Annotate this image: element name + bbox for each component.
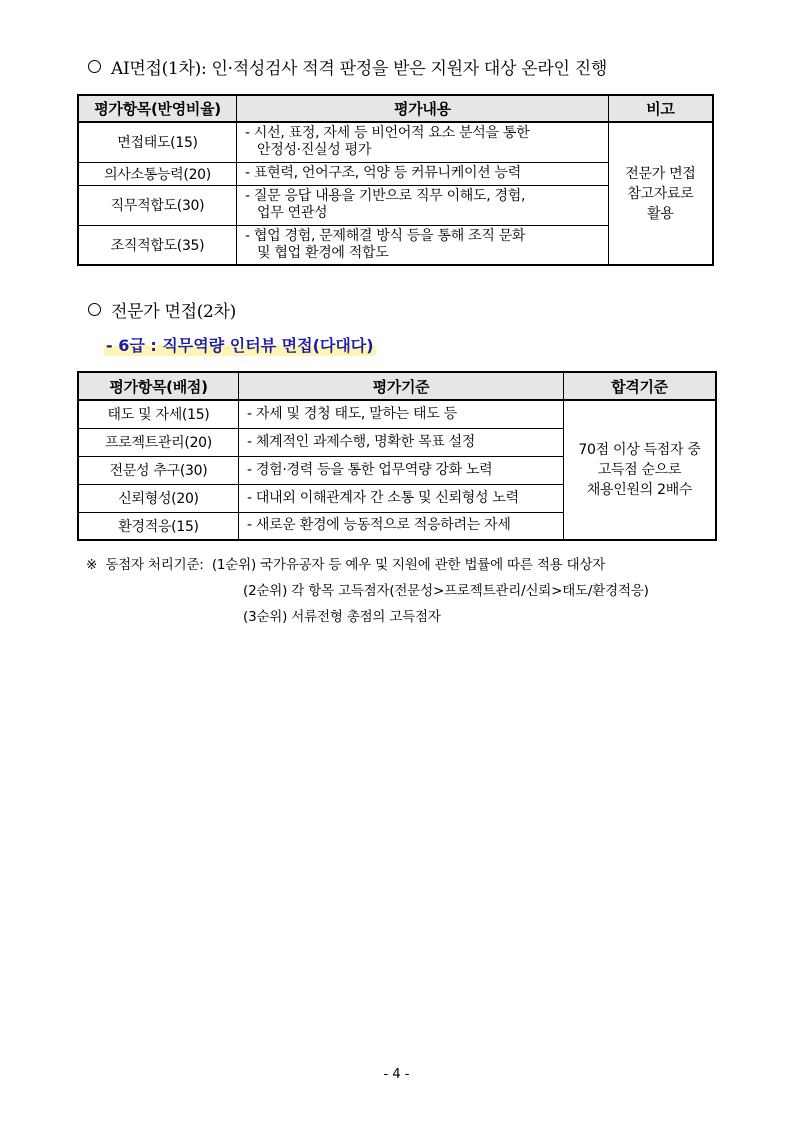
table2-item: 신뢰형성(20) bbox=[78, 484, 239, 512]
table2-header-criteria: 평가기준 bbox=[239, 372, 564, 400]
table1-item: 면접태도(15) bbox=[78, 122, 237, 162]
table1-content bbox=[237, 162, 609, 185]
section2-heading-text: 전문가 면접(2차) bbox=[111, 302, 237, 322]
table2-item: 전문성 추구(30) bbox=[78, 456, 239, 484]
table2-content: - 체계적인 과제수행, 명확한 목표 설정 bbox=[239, 428, 564, 456]
content-line: - 협업 경험, 문제해결 방식 등을 통해 조직 문화 bbox=[245, 227, 526, 244]
content-line: - 시선, 표정, 자세 등 비언어적 요소 분석을 통한 bbox=[245, 125, 530, 142]
content-line: 업무 연관성 bbox=[257, 205, 328, 221]
table1-content bbox=[237, 122, 609, 162]
table1-item: 의사소통능력(20) bbox=[78, 162, 237, 185]
table1-note bbox=[608, 122, 713, 265]
ai-interview-table bbox=[77, 94, 714, 266]
table2-content: - 경험·경력 등을 통한 업무역량 강화 노력 bbox=[239, 456, 564, 484]
tiebreak-line bbox=[86, 552, 649, 578]
expert-interview-table bbox=[77, 371, 717, 541]
table2-content: - 새로운 환경에 능동적으로 적응하려는 자세 bbox=[239, 512, 564, 540]
content-line: 및 협업 환경에 적합도 bbox=[257, 244, 389, 261]
table1-header-item: 평가항목(반영비율) bbox=[78, 95, 237, 122]
tiebreak-rank-3: (3순위) 서류전형 총점의 고득점자 bbox=[243, 609, 441, 625]
pass-line: 채용인원의 2배수 bbox=[586, 482, 693, 498]
section1-heading-text: AI면접(1차): 인·적성검사 적격 판정을 받은 지원자 대상 온라인 진행 bbox=[111, 59, 607, 79]
note-line: 전문가 면접 bbox=[625, 165, 696, 182]
table2-item: 태도 및 자세(15) bbox=[78, 400, 239, 428]
table1-header-note: 비고 bbox=[608, 95, 713, 122]
section1-heading bbox=[88, 54, 607, 79]
table2-content: - 대내외 이해관계자 간 소통 및 신뢰형성 노력 bbox=[239, 484, 564, 512]
content-line: - 질문 응답 내용을 기반으로 직무 이해도, 경험, bbox=[245, 188, 526, 204]
section2-heading bbox=[88, 297, 236, 322]
content-line: - 표현력, 언어구조, 억양 등 커뮤니케이션 능력 bbox=[245, 165, 522, 181]
tiebreak-notes bbox=[86, 552, 649, 630]
circle-bullet-icon bbox=[88, 60, 101, 73]
table1-content bbox=[237, 225, 609, 265]
page-number: - 4 - bbox=[383, 1067, 410, 1082]
table1-header-content: 평가내용 bbox=[237, 95, 609, 122]
table2-header-item: 평가항목(배점) bbox=[78, 372, 239, 400]
section2-subheading: - 6급 : 직무역량 인터뷰 면접(다대다) bbox=[104, 333, 376, 356]
table2-item: 프로젝트관리(20) bbox=[78, 428, 239, 456]
table-row bbox=[78, 122, 713, 162]
reference-mark: ※ bbox=[86, 557, 98, 573]
table1-item: 조직적합도(35) bbox=[78, 225, 237, 265]
note-line: 활용 bbox=[647, 205, 674, 222]
circle-bullet-icon bbox=[88, 303, 101, 316]
note-line: 참고자료로 bbox=[627, 185, 694, 202]
tiebreak-rank-2: (2순위) 각 항목 고득점자(전문성>프로젝트관리/신뢰>태도/환경적응) bbox=[243, 583, 649, 599]
table1-item: 직무적합도(30) bbox=[78, 185, 237, 225]
pass-line: 70점 이상 득점자 중 bbox=[578, 442, 701, 458]
tiebreak-rank-1: (1순위) 국가유공자 등 예우 및 지원에 관한 법률에 따른 적용 대상자 bbox=[211, 557, 606, 573]
tiebreak-label: 동점자 처리기준: bbox=[105, 557, 204, 573]
table-row bbox=[78, 400, 716, 428]
table2-content: - 자세 및 경청 태도, 말하는 태도 등 bbox=[239, 400, 564, 428]
table2-header-pass: 합격기준 bbox=[563, 372, 716, 400]
table2-item: 환경적응(15) bbox=[78, 512, 239, 540]
pass-line: 고득점 순으로 bbox=[597, 462, 682, 478]
table1-content bbox=[237, 185, 609, 225]
table2-pass-criteria bbox=[563, 400, 716, 540]
content-line: 안정성·진실성 평가 bbox=[257, 142, 372, 159]
